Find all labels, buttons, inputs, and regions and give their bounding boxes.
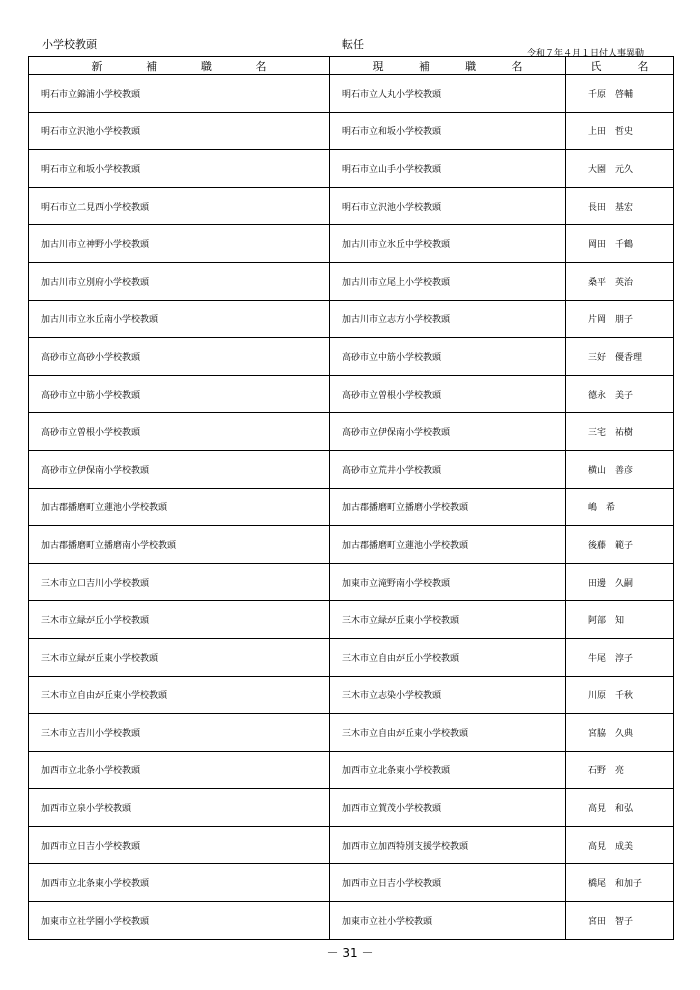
new-position-cell: 加西市立日吉小学校教頭: [29, 826, 330, 864]
new-position-cell: 高砂市立伊保南小学校教頭: [29, 450, 330, 488]
table-row: [29, 676, 674, 714]
table-row: [29, 751, 674, 789]
category-label: 小学校教頭: [42, 38, 97, 51]
table-row: [29, 826, 674, 864]
col-header-new-position: [29, 57, 330, 75]
current-position-cell: 加西市立加西特別支援学校教頭: [330, 826, 566, 864]
current-position-cell: 高砂市立曽根小学校教頭: [330, 375, 566, 413]
name-cell: 宮脇 久典: [566, 714, 674, 752]
name-cell: 千原 啓輔: [566, 75, 674, 113]
table-row: [29, 375, 674, 413]
new-position-cell: 明石市立和坂小学校教頭: [29, 150, 330, 188]
table-row: [29, 789, 674, 827]
name-cell: 大園 元久: [566, 150, 674, 188]
transfer-type-label: 転任: [342, 38, 364, 51]
new-position-cell: 三木市立自由が丘東小学校教頭: [29, 676, 330, 714]
table-row: [29, 338, 674, 376]
table-row: [29, 526, 674, 564]
current-position-cell: 加東市立社小学校教頭: [330, 902, 566, 940]
table-row: [29, 488, 674, 526]
current-position-cell: 明石市立人丸小学校教頭: [330, 75, 566, 113]
name-cell: 高見 和弘: [566, 789, 674, 827]
new-position-cell: 加西市立北条小学校教頭: [29, 751, 330, 789]
new-position-cell: 明石市立沢池小学校教頭: [29, 112, 330, 150]
table-row: [29, 262, 674, 300]
table-row: [29, 638, 674, 676]
new-position-cell: 三木市立吉川小学校教頭: [29, 714, 330, 752]
current-position-cell: 加西市立賀茂小学校教頭: [330, 789, 566, 827]
name-cell: 嶋 希: [566, 488, 674, 526]
table-row: [29, 714, 674, 752]
name-cell: 橋尾 和加子: [566, 864, 674, 902]
new-position-cell: 高砂市立曽根小学校教頭: [29, 413, 330, 451]
table-row: [29, 300, 674, 338]
current-position-cell: 加古川市立志方小学校教頭: [330, 300, 566, 338]
current-position-cell: 高砂市立中筋小学校教頭: [330, 338, 566, 376]
name-cell: 石野 亮: [566, 751, 674, 789]
column-header-label: 氏名: [590, 59, 685, 73]
page-number: － 31 －: [326, 946, 374, 960]
column-header-label: 新補職名: [91, 59, 311, 73]
current-position-cell: 加古郡播磨町立播磨小学校教頭: [330, 488, 566, 526]
table-row: [29, 187, 674, 225]
new-position-cell: 加古川市立神野小学校教頭: [29, 225, 330, 263]
name-cell: 三好 優香理: [566, 338, 674, 376]
new-position-cell: 加古川市立氷丘南小学校教頭: [29, 300, 330, 338]
name-cell: 三宅 祐樹: [566, 413, 674, 451]
new-position-cell: 加古郡播磨町立播磨南小学校教頭: [29, 526, 330, 564]
current-position-cell: 加西市立北条東小学校教頭: [330, 751, 566, 789]
new-position-cell: 高砂市立中筋小学校教頭: [29, 375, 330, 413]
table-row: [29, 150, 674, 188]
new-position-cell: 加西市立泉小学校教頭: [29, 789, 330, 827]
table-row: [29, 864, 674, 902]
table-header-row: [29, 57, 674, 75]
effective-date: 令和７年４月１日付人事異動: [526, 49, 644, 59]
current-position-cell: 三木市立自由が丘小学校教頭: [330, 638, 566, 676]
name-cell: 田邊 久嗣: [566, 563, 674, 601]
table-row: [29, 450, 674, 488]
name-cell: 長田 基宏: [566, 187, 674, 225]
current-position-cell: 高砂市立伊保南小学校教頭: [330, 413, 566, 451]
new-position-cell: 三木市立口吉川小学校教頭: [29, 563, 330, 601]
current-position-cell: 加東市立滝野南小学校教頭: [330, 563, 566, 601]
table-row: [29, 75, 674, 113]
name-cell: 岡田 千鶴: [566, 225, 674, 263]
column-header-label: 現補職名: [372, 59, 558, 73]
personnel-table: [28, 56, 685, 940]
name-cell: 川原 千秋: [566, 676, 674, 714]
current-position-cell: 三木市立自由が丘東小学校教頭: [330, 714, 566, 752]
current-position-cell: 加古川市立氷丘中学校教頭: [330, 225, 566, 263]
current-position-cell: 高砂市立荒井小学校教頭: [330, 450, 566, 488]
current-position-cell: 明石市立和坂小学校教頭: [330, 112, 566, 150]
new-position-cell: 加古川市立別府小学校教頭: [29, 262, 330, 300]
current-position-cell: 加西市立日吉小学校教頭: [330, 864, 566, 902]
name-cell: 宮田 智子: [566, 902, 674, 940]
table-row: [29, 601, 674, 639]
current-position-cell: 三木市立志染小学校教頭: [330, 676, 566, 714]
table-row: [29, 413, 674, 451]
new-position-cell: 加東市立社学園小学校教頭: [29, 902, 330, 940]
current-position-cell: 明石市立山手小学校教頭: [330, 150, 566, 188]
name-cell: 桑平 英治: [566, 262, 674, 300]
name-cell: 片岡 朋子: [566, 300, 674, 338]
new-position-cell: 加西市立北条東小学校教頭: [29, 864, 330, 902]
current-position-cell: 加古川市立尾上小学校教頭: [330, 262, 566, 300]
name-cell: 牛尾 淳子: [566, 638, 674, 676]
col-header-current-position: [330, 57, 566, 75]
table-row: [29, 902, 674, 940]
name-cell: 後藤 範子: [566, 526, 674, 564]
new-position-cell: 明石市立二見西小学校教頭: [29, 187, 330, 225]
new-position-cell: 明石市立錦浦小学校教頭: [29, 75, 330, 113]
name-cell: 阿部 知: [566, 601, 674, 639]
table-row: [29, 563, 674, 601]
table-row: [29, 225, 674, 263]
current-position-cell: 加古郡播磨町立蓮池小学校教頭: [330, 526, 566, 564]
current-position-cell: 明石市立沢池小学校教頭: [330, 187, 566, 225]
table-body: [29, 75, 674, 940]
new-position-cell: 三木市立緑が丘小学校教頭: [29, 601, 330, 639]
new-position-cell: 高砂市立高砂小学校教頭: [29, 338, 330, 376]
name-cell: 德永 美子: [566, 375, 674, 413]
col-header-name: [566, 57, 685, 75]
new-position-cell: 加古郡播磨町立蓮池小学校教頭: [29, 488, 330, 526]
name-cell: 高見 成美: [566, 826, 674, 864]
new-position-cell: 三木市立緑が丘東小学校教頭: [29, 638, 330, 676]
table-row: [29, 112, 674, 150]
current-position-cell: 三木市立緑が丘東小学校教頭: [330, 601, 566, 639]
name-cell: 横山 善彦: [566, 450, 674, 488]
name-cell: 上田 哲史: [566, 112, 674, 150]
